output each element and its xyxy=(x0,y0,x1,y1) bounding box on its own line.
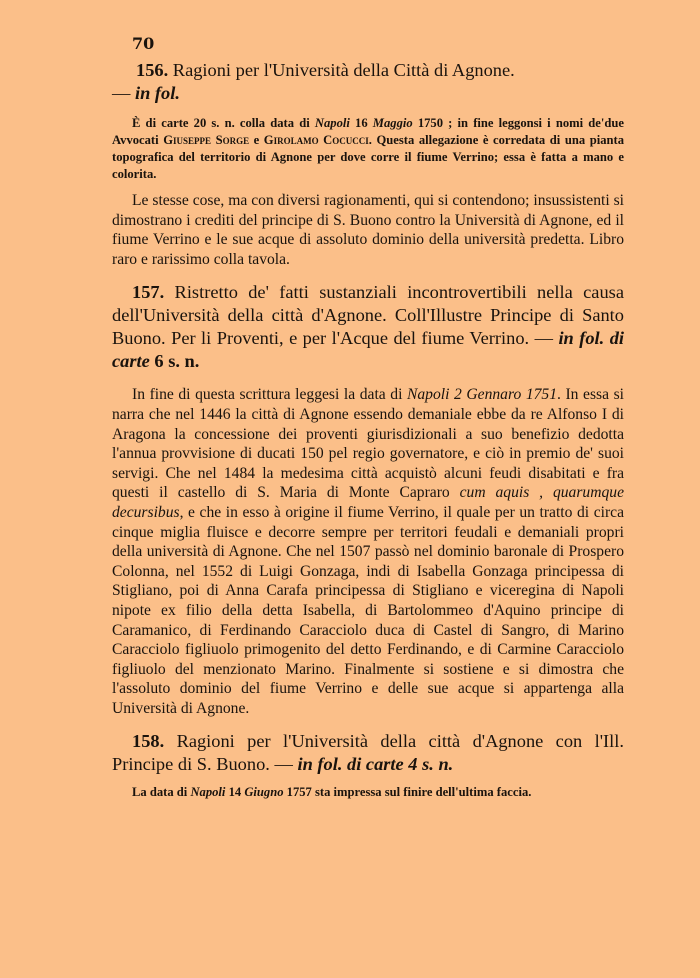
entry-heading-line2 xyxy=(112,82,624,105)
entry-number: 156. xyxy=(136,60,169,80)
entry-format-tail: 6 s. n. xyxy=(149,351,200,372)
entry-heading xyxy=(112,730,624,776)
dash: — xyxy=(112,83,135,103)
entry-note: La data di Napoli 14 Giugno 1757 sta impressa sul finire dell'ultima faccia. xyxy=(132,785,532,800)
entry-format: in fol. xyxy=(135,83,180,103)
page-number: 70 xyxy=(132,34,155,53)
entry-156 xyxy=(112,59,624,269)
page xyxy=(112,34,624,801)
entry-heading xyxy=(112,281,624,373)
entry-title: Ragioni per l'Università della Città di Agnone. xyxy=(172,60,515,80)
entry-158 xyxy=(112,730,624,801)
entry-heading xyxy=(112,59,624,82)
entry-157 xyxy=(112,281,624,718)
entry-note: È di carte 20 s. n. colla data di Napoli 16 Maggio 1750 ; in fine leggonsi i nomi de'due Avvocati Giuseppe Sorge e Girolamo Cocucci. Questa allegazione è corredata di una pianta topografica del territorio di Agnone per dove corre il fiume Verrino; essa è fatta a mano e colorita. xyxy=(112,116,625,181)
entry-title: Ristretto de' fatti sustanziali incontrovertibili nella causa dell'Università della città d'Agnone. Coll'Illustre Principe di Santo Buono. Per li Proventi, e per l'Acque del fiume Verrino. — xyxy=(112,282,624,349)
entry-number: 158. xyxy=(132,731,165,752)
entry-description: Le stesse cose, ma con diversi ragionamenti, qui si contendono; insussistenti si dimostrano i crediti del principe di S. Buono contro la Università di Agnone, ed il fiume Verrino e le sue acque di assoluto dominio della università predetta. Libro raro e rarissimo colla tavola. xyxy=(112,192,624,268)
entry-format: in fol. di carte xyxy=(112,328,624,372)
entry-description: In fine di questa scrittura leggesi la data di Napoli 2 Gennaro 1751. In essa si narra che nel 1446 la città di Agnone essendo demaniale ebbe da re Alfonso I di Aragona la concessione dei proventi giurisdizionali a suo benefizio dedotta l'annua provvisione di ducati 150 pel regio governatore, e ciò in premio de' suoi servigi. Che nel 1484 la medesima città acquistò alcuni feudi disabitati e fra questi il castello di S. Maria di Monte Capraro cum aquis , quarumque decursibus, e che in esso à origine il fiume Verrino, il quale per un tratto di circa cinque miglia fluisce e decorre sempre per territori feudali e demaniali propri della università di Agnone. Che nel 1507 passò nel dominio baronale di Prospero Colonna, nel 1552 di Luigi Gonzaga, indi di Isabella Gonzaga principessa di Stigliano, poi di Anna Carafa principessa di Stigliano e viceregina di Napoli nipote ex filio della detta Isabella, di Bartolommeo d'Aquino principe di Caramanico, di Ferdinando Caracciolo duca di Castel di Sangro, di Marino Caracciolo figliuolo primogenito del detto Ferdinando, e di Carmine Caracciolo figliuolo del menzionato Marino. Finalmente si sostiene e si dimostra che l'assoluto dominio del fiume Verrino e delle sue acque si appartenga alla Università di Agnone. xyxy=(112,386,625,717)
entry-format: in fol. di carte 4 s. n. xyxy=(297,754,454,775)
entry-title: Ragioni per l'Università della città d'Agnone con l'Ill. Principe di S. Buono. — xyxy=(112,731,624,775)
entry-number: 157. xyxy=(132,282,165,303)
